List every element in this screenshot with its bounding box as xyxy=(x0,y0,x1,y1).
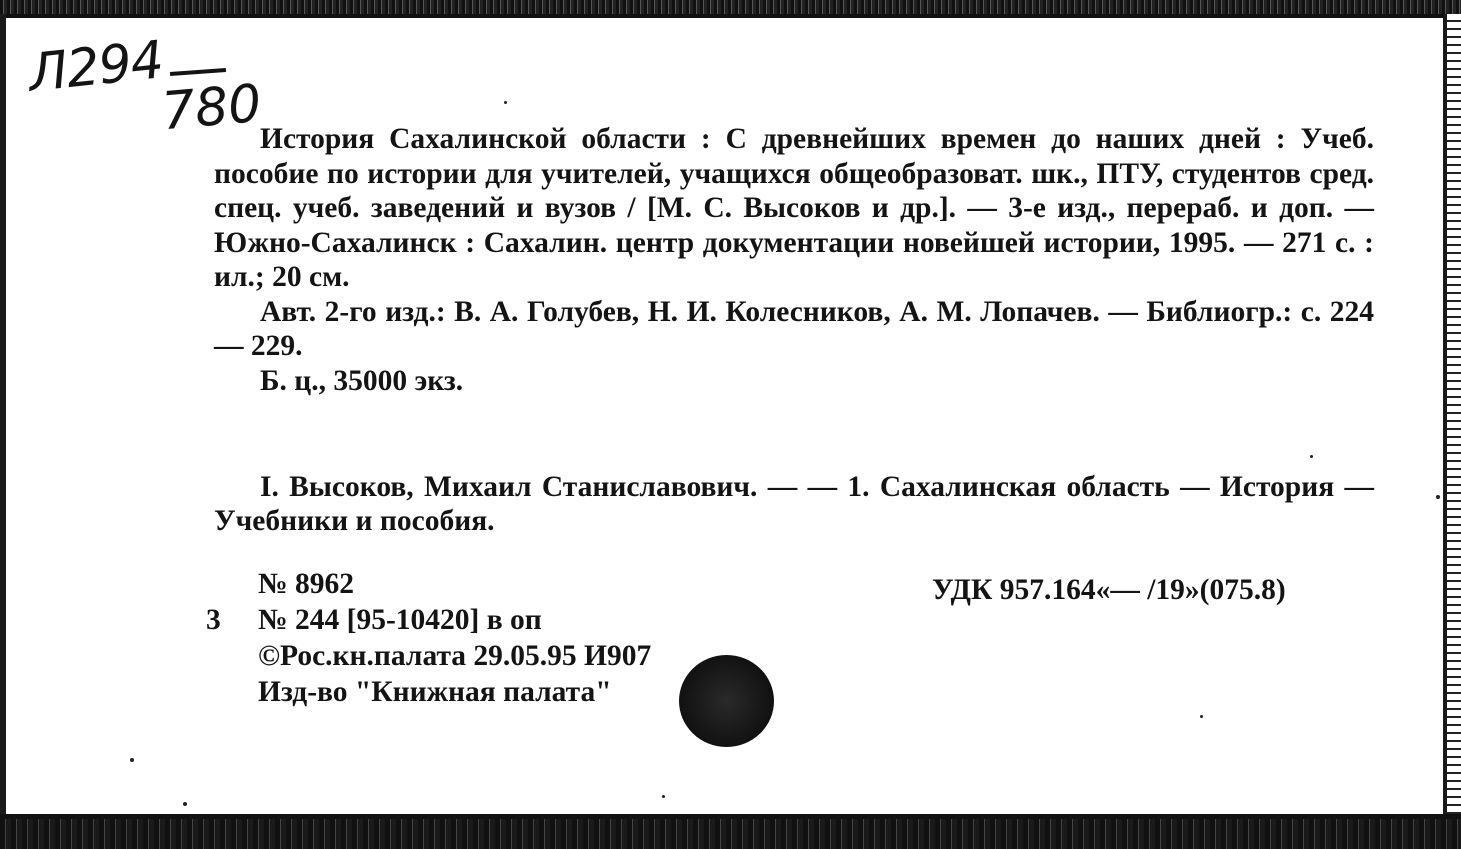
footer-line-registration xyxy=(206,602,651,638)
footer-line-number xyxy=(206,566,651,602)
scan-speck xyxy=(1200,715,1203,718)
price-paragraph: Б. ц., 35000 экз. xyxy=(260,364,464,397)
handwritten-overline xyxy=(170,68,226,76)
record-number: № 8962 xyxy=(258,568,355,600)
scan-speck xyxy=(1436,495,1440,499)
card-footer xyxy=(206,566,651,710)
footer-line-copyright xyxy=(206,638,651,674)
bibliographic-entry xyxy=(214,122,1374,398)
footer-lead-digit: 3 xyxy=(206,604,221,636)
scan-speck xyxy=(130,758,134,762)
handwritten-inventory-number: 780 xyxy=(159,73,264,143)
scan-border-bottom xyxy=(0,819,1461,849)
scan-border-top xyxy=(0,0,1461,14)
scan-border-right xyxy=(1447,14,1461,834)
scan-border-left xyxy=(0,14,6,834)
card-punch-hole xyxy=(679,655,774,747)
registration-number: № 244 [95-10420] в оп xyxy=(258,604,542,636)
handwritten-shelf-mark: Л294 xyxy=(25,30,166,104)
authors-note-paragraph: Авт. 2-го изд.: В. А. Голубев, Н. И. Колесников, А. М. Лопачев. — Библиогр.: с. 224 — 229. xyxy=(214,295,1374,362)
udc-classification: УДК 957.164«— /19»(075.8) xyxy=(932,574,1286,606)
subject-tracing: I. Высоков, Михаил Станиславович. — — 1. Сахалинская область — История — Учебники и пособия. xyxy=(214,471,1374,537)
footer-line-publisher xyxy=(206,674,651,710)
title-paragraph: История Сахалинской области : С древнейших времен до наших дней : Учеб. пособие по истории для учителей, учащихся общеобразоват. шк., ПТУ, студентов сред. спец. учеб. заведений и вузов / [М. С. Высоков и др.]. — 3-е изд., перераб. и доп. — Южно-Сахалинск : Сахалин. центр документации новейшей истории, 1995. — 271 с. : ил.; 20 см. xyxy=(214,123,1374,293)
publisher-line: Изд-во "Книжная палата" xyxy=(258,676,612,708)
scan-speck xyxy=(183,802,187,806)
scan-speck xyxy=(1310,455,1313,458)
scan-border-top-line xyxy=(0,14,1461,18)
copyright-line: ©Рос.кн.палата 29.05.95 И907 xyxy=(258,640,652,672)
scan-speck xyxy=(504,101,507,104)
scan-speck xyxy=(662,795,665,798)
